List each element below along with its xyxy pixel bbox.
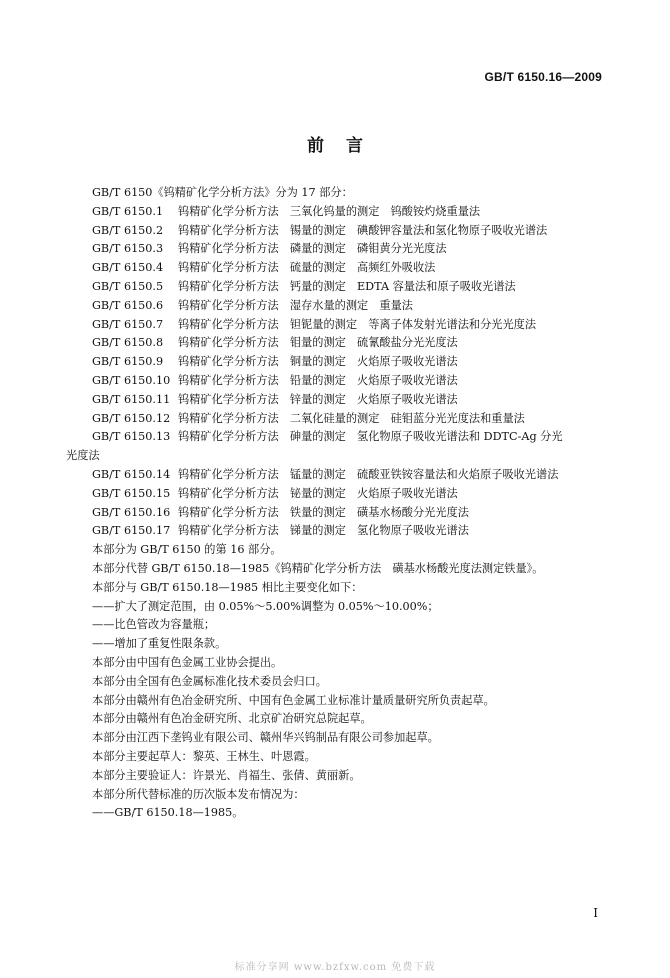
list-item (66, 259, 606, 278)
list-item (66, 485, 606, 504)
part-title: 钨精矿化学分析方法 铋量的测定 火焰原子吸收光谱法 (178, 486, 458, 500)
part-title: 钨精矿化学分析方法 湿存水量的测定 重量法 (178, 298, 413, 312)
paragraph: 本部分由江西下垄钨业有限公司、赣州华兴钨制品有限公司参加起草。 (92, 731, 439, 745)
list-item (66, 240, 606, 259)
part-title: 钨精矿化学分析方法 三氧化钨量的测定 钨酸铵灼烧重量法 (178, 204, 481, 218)
change-item: ——扩大了测定范围，由 0.05%～5.00%调整为 0.05%～10.00%； (92, 599, 439, 613)
part-title: 钨精矿化学分析方法 钼量的测定 硫氰酸盐分光光度法 (178, 336, 458, 350)
list-item (66, 466, 606, 485)
part-title: 钨精矿化学分析方法 硫量的测定 高频红外吸收法 (178, 261, 436, 275)
document-body (66, 184, 606, 823)
paragraph: 本部分由赣州有色冶金研究所、北京矿冶研究总院起草。 (92, 712, 372, 726)
part-code: GB/T 6150.11 (92, 392, 171, 406)
part-code: GB/T 6150.15 (92, 486, 171, 500)
paragraph: 本部分所代替标准的历次版本发布情况为： (92, 787, 305, 801)
paragraph: 本部分主要验证人：许景光、肖福生、张倩、黄丽新。 (92, 768, 361, 782)
part-code: GB/T 6150.17 (92, 524, 171, 538)
part-code: GB/T 6150.14 (92, 467, 171, 481)
page-title: 前言 (307, 136, 385, 156)
standard-code: GB/T 6150.16—2009 (484, 70, 602, 84)
list-item (66, 372, 606, 391)
part-code: GB/T 6150.16 (92, 505, 171, 519)
part-code: GB/T 6150.13 (92, 430, 171, 444)
part-code: GB/T 6150.7 (92, 317, 164, 331)
list-item (66, 522, 606, 541)
paragraph: 本部分主要起草人：黎英、王林生、叶恩霞。 (92, 749, 316, 763)
list-item (66, 410, 606, 429)
part-title: 钨精矿化学分析方法 铁量的测定 磺基水杨酸分光光度法 (178, 505, 469, 519)
list-item (66, 278, 606, 297)
part-code: GB/T 6150.3 (92, 242, 164, 256)
paragraph: ——GB/T 6150.18—1985。 (92, 806, 244, 820)
part-title: 钨精矿化学分析方法 砷量的测定 氢化物原子吸收光谱法和 DDTC-Ag 分光 (178, 430, 563, 444)
part-title-continued: 光度法 (66, 449, 100, 463)
paragraph: 本部分由中国有色金属工业协会提出。 (92, 655, 283, 669)
part-code: GB/T 6150.8 (92, 336, 164, 350)
list-item (66, 222, 606, 241)
part-title: 钨精矿化学分析方法 二氧化硅量的测定 硅钼蓝分光光度法和重量法 (178, 411, 525, 425)
part-title: 钨精矿化学分析方法 锌量的测定 火焰原子吸收光谱法 (178, 392, 458, 406)
list-item (66, 297, 606, 316)
part-code: GB/T 6150.5 (92, 279, 164, 293)
paragraph: 本部分由赣州有色冶金研究所、中国有色金属工业标准计量质量研究所负责起草。 (92, 693, 495, 707)
part-title: 钨精矿化学分析方法 钽铌量的测定 等离子体发射光谱法和分光光度法 (178, 317, 537, 331)
list-item (66, 316, 606, 335)
part-code: GB/T 6150.1 (92, 204, 164, 218)
part-code: GB/T 6150.6 (92, 298, 164, 312)
part-code: GB/T 6150.9 (92, 355, 164, 369)
part-title: 钨精矿化学分析方法 磷量的测定 磷钼黄分光光度法 (178, 242, 447, 256)
paragraph: 本部分与 GB/T 6150.18—1985 相比主要变化如下： (92, 580, 363, 594)
paragraph: 本部分为 GB/T 6150 的第 16 部分。 (92, 543, 282, 557)
list-item (66, 334, 606, 353)
part-code: GB/T 6150.12 (92, 411, 171, 425)
part-code: GB/T 6150.4 (92, 261, 164, 275)
part-title: 钨精矿化学分析方法 铜量的测定 火焰原子吸收光谱法 (178, 355, 458, 369)
paragraph: 本部分由全国有色金属标准化技术委员会归口。 (92, 674, 327, 688)
watermark: 标准分享网 www.bzfxw.com 免费下载 (234, 962, 436, 973)
foreword-paragraphs (66, 541, 606, 823)
list-item (66, 428, 606, 466)
intro-paragraph: GB/T 6150《钨精矿化学分析方法》分为 17 部分： (92, 186, 353, 199)
list-item (66, 391, 606, 410)
parts-list (66, 203, 606, 541)
paragraph: 本部分代替 GB/T 6150.18—1985《钨精矿化学分析方法 磺基水杨酸光度法测定铁量》。 (92, 561, 544, 575)
list-item (66, 504, 606, 523)
part-code: GB/T 6150.10 (92, 373, 171, 387)
part-code: GB/T 6150.2 (92, 223, 164, 237)
list-item (66, 203, 606, 222)
part-title: 钨精矿化学分析方法 锡量的测定 碘酸钾容量法和氢化物原子吸收光谱法 (178, 223, 548, 237)
page-number: I (593, 906, 598, 920)
list-item (66, 353, 606, 372)
part-title: 钨精矿化学分析方法 铅量的测定 火焰原子吸收光谱法 (178, 373, 458, 387)
change-item: ——比色管改为容量瓶； (92, 618, 216, 632)
part-title: 钨精矿化学分析方法 锰量的测定 硫酸亚铁铵容量法和火焰原子吸收光谱法 (178, 467, 559, 481)
part-title: 钨精矿化学分析方法 锑量的测定 氢化物原子吸收光谱法 (178, 524, 469, 538)
part-title: 钨精矿化学分析方法 钙量的测定 EDTA 容量法和原子吸收光谱法 (178, 279, 516, 293)
change-item: ——增加了重复性限条款。 (92, 637, 227, 651)
